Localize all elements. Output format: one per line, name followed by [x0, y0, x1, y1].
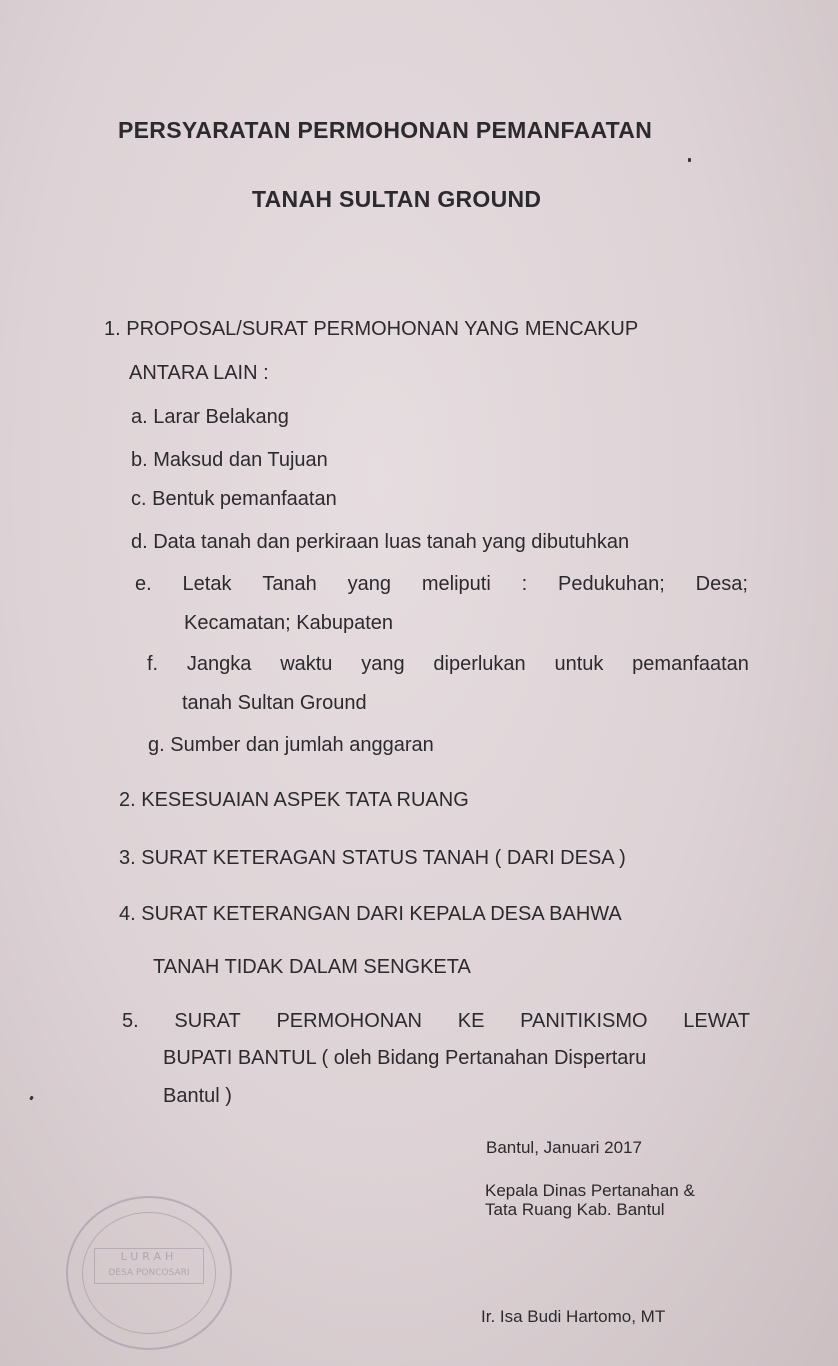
item-5-line-1: 5. SURAT PERMOHONAN KE PANITIKISMO LEWAT: [122, 1010, 750, 1032]
item-5-line-3: Bantul ): [163, 1085, 232, 1107]
title-line-1: PERSYARATAN PERMOHONAN PEMANFAATAN: [118, 117, 653, 143]
stamp-center-box: [94, 1248, 204, 1284]
signature-position-line-2: Tata Ruang Kab. Bantul: [485, 1200, 665, 1219]
item-1-sub-a: a. Larar Belakang: [131, 406, 289, 428]
signature-name: Ir. Isa Budi Hartomo, MT: [481, 1307, 666, 1326]
stamp-center-line-2: DESA PONCOSARI: [108, 1268, 190, 1278]
title-line-2: TANAH SULTAN GROUND: [252, 186, 542, 212]
item-1-line-2: ANTARA LAIN :: [129, 362, 269, 384]
stamp-center-line-1: LURAH: [120, 1250, 178, 1263]
item-1-sub-g: g. Sumber dan jumlah anggaran: [148, 734, 434, 756]
item-4-line-1: 4. SURAT KETERANGAN DARI KEPALA DESA BAHWA: [119, 903, 622, 925]
signature-position-line-1: Kepala Dinas Pertanahan &: [485, 1181, 695, 1200]
item-4-line-2: TANAH TIDAK DALAM SENGKETA: [153, 956, 471, 978]
signature-place-date: Bantul, Januari 2017: [486, 1138, 642, 1157]
item-1-line-1: 1. PROPOSAL/SURAT PERMOHONAN YANG MENCAKUP: [104, 318, 639, 340]
item-1-sub-d: d. Data tanah dan perkiraan luas tanah yang dibutuhkan: [131, 531, 630, 553]
ink-speck: [29, 1096, 34, 1101]
item-1-sub-e-line-2: Kecamatan; Kabupaten: [184, 612, 394, 634]
item-5-line-2: BUPATI BANTUL ( oleh Bidang Pertanahan Dispertaru: [163, 1047, 647, 1069]
ink-speck: [688, 158, 691, 162]
item-3: 3. SURAT KETERAGAN STATUS TANAH ( DARI DESA ): [119, 847, 626, 869]
item-1-sub-f-line-2: tanah Sultan Ground: [182, 692, 367, 714]
item-1-sub-c: c. Bentuk pemanfaatan: [131, 488, 337, 510]
item-1-sub-f-line-1: f. Jangka waktu yang diperlukan untuk pemanfaatan: [147, 653, 749, 675]
item-2: 2. KESESUAIAN ASPEK TATA RUANG: [119, 789, 469, 811]
official-stamp: [66, 1196, 232, 1350]
item-1-sub-e-line-1: e. Letak Tanah yang meliputi : Pedukuhan; Desa;: [135, 573, 748, 595]
item-1-sub-b: b. Maksud dan Tujuan: [131, 449, 328, 471]
